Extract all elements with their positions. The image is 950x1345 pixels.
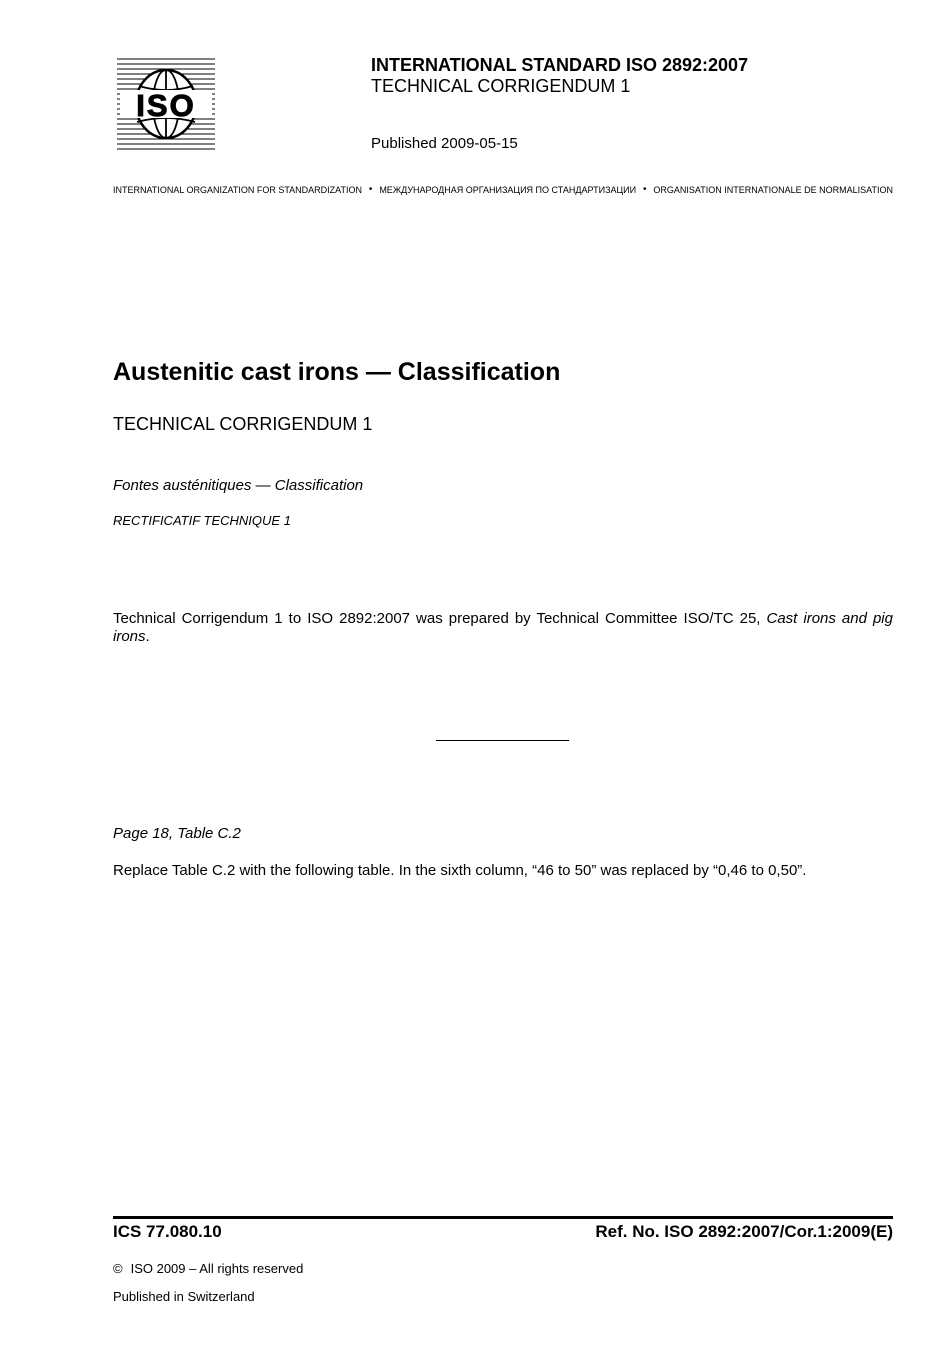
committee-name: Cast irons and pig irons <box>113 610 893 645</box>
copyright-text: ISO 2009 – All rights reserved <box>130 1261 304 1276</box>
correction-instruction: Replace Table C.2 with the following table. In the sixth column, “46 to 50” was replaced by “0,46 to 0,50”. <box>113 862 807 879</box>
section-divider <box>436 740 569 741</box>
corrigendum-label: TECHNICAL CORRIGENDUM 1 <box>371 76 631 96</box>
copyright-icon: © <box>113 1261 123 1276</box>
reference-number: Ref. No. ISO 2892:2007/Cor.1:2009(E) <box>595 1222 893 1241</box>
org-name-en: INTERNATIONAL ORGANIZATION FOR STANDARDIZATION <box>113 184 363 195</box>
publication-date: Published 2009-05-15 <box>371 135 518 152</box>
standard-title: INTERNATIONAL STANDARD ISO 2892:2007 <box>371 55 749 75</box>
french-title: Fontes austénitiques — Classification <box>113 477 364 494</box>
footer-rule <box>113 1216 893 1219</box>
preparation-statement <box>113 610 893 646</box>
ics-code: ICS 77.080.10 <box>113 1222 222 1241</box>
org-name-ru: МЕЖДУНАРОДНАЯ ОРГАНИЗАЦИЯ ПО СТАНДАРТИЗАЦИИ <box>379 184 637 195</box>
document-subtitle: TECHNICAL CORRIGENDUM 1 <box>113 414 373 434</box>
french-subtitle: RECTIFICATIF TECHNIQUE 1 <box>113 513 291 528</box>
preparation-end: . <box>145 628 150 645</box>
organisation-names <box>113 184 893 195</box>
preparation-text: Technical Corrigendum 1 to ISO 2892:2007 was prepared by Technical Committee ISO/TC 25, <box>113 610 767 627</box>
bullet-separator: • <box>368 184 373 195</box>
bullet-separator: • <box>643 184 647 195</box>
page-reference: Page 18, Table C.2 <box>113 825 241 842</box>
org-name-fr: ORGANISATION INTERNATIONALE DE NORMALISATION <box>653 184 893 195</box>
logo-lettering: ISO <box>136 88 196 123</box>
iso-logo <box>117 56 215 152</box>
document-title: Austenitic cast irons — Classification <box>113 358 561 386</box>
copyright-notice <box>113 1261 303 1276</box>
published-in: Published in Switzerland <box>113 1289 255 1304</box>
